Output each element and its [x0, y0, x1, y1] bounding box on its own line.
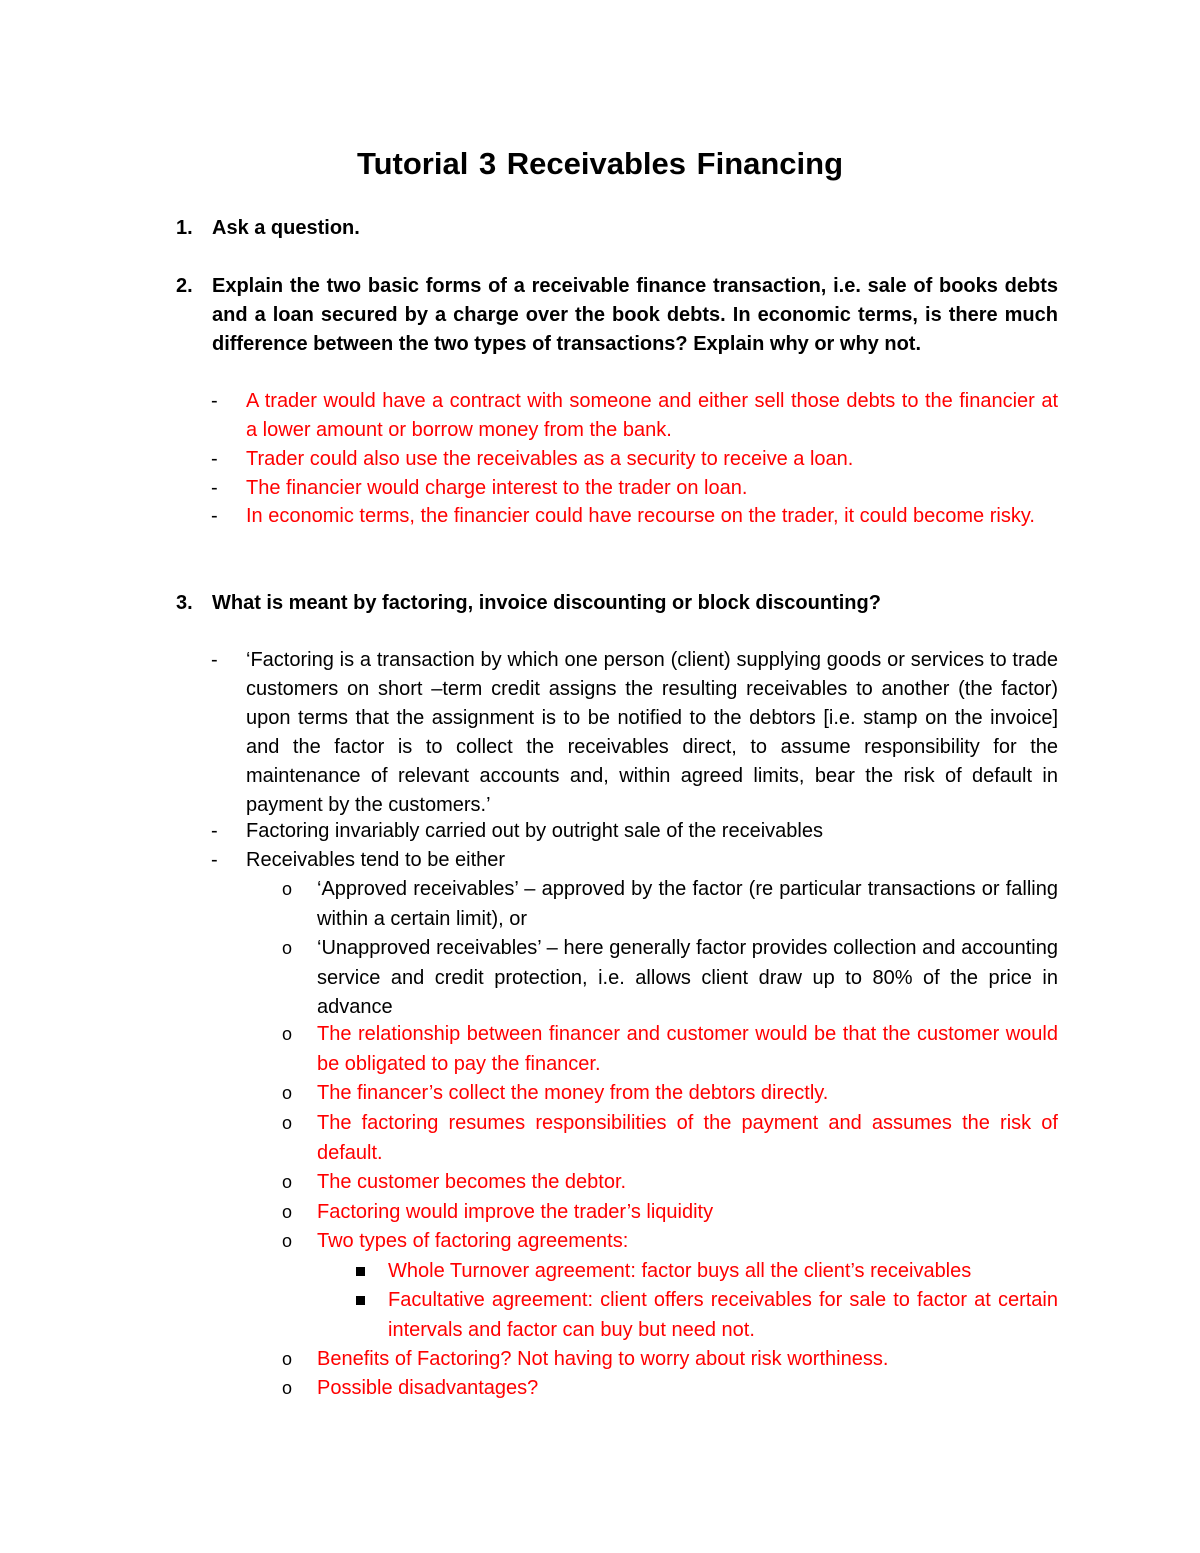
- page-title: Tutorial 3 Receivables Financing: [356, 146, 844, 181]
- dash-bullet-icon: -: [211, 505, 218, 527]
- question-text: Ask a question.: [212, 217, 360, 239]
- question-number: 2.: [176, 275, 193, 297]
- sub-bullet: [282, 875, 1058, 934]
- dash-bullet-icon: -: [211, 477, 218, 499]
- dash-bullet-icon: -: [211, 448, 218, 470]
- answer-bullet: [211, 817, 1058, 846]
- agreement-text: Whole Turnover agreement: factor buys all the client’s receivables: [388, 1260, 972, 1282]
- square-bullet-icon: [356, 1296, 365, 1305]
- sub-bullet-text: Factoring would improve the trader’s liquidity: [317, 1201, 714, 1223]
- circle-bullet-icon: o: [282, 1083, 293, 1103]
- sub-bullet-text: Benefits of Factoring? Not having to worry about risk worthiness.: [317, 1348, 889, 1370]
- sub-bullet-text: Two types of factoring agreements:: [317, 1230, 629, 1252]
- question-2: [178, 272, 1058, 359]
- dash-bullet-icon: -: [211, 649, 218, 671]
- sub-bullet-text: The relationship between financer and customer would be that the customer would be obligated to pay the financer.: [317, 1023, 1058, 1075]
- agreement-bullet: [352, 1257, 1058, 1287]
- sub-bullet-text: ‘Approved receivables’ – approved by the factor (re particular transactions or falling within a certain limit), or: [317, 878, 1058, 930]
- sub-bullet-text: The factoring resumes responsibilities of the payment and assumes the risk of default.: [317, 1112, 1058, 1164]
- dash-bullet-icon: -: [211, 820, 218, 842]
- answer-text: In economic terms, the financier could have recourse on the trader, it could become risky.: [246, 505, 1035, 527]
- sub-bullet: [282, 1345, 1058, 1375]
- answer-bullet: [211, 646, 1058, 820]
- sub-bullet: [282, 1168, 1058, 1198]
- circle-bullet-icon: o: [282, 1202, 293, 1222]
- question-3: [178, 589, 1058, 618]
- circle-bullet-icon: o: [282, 1172, 293, 1192]
- answer-text: Receivables tend to be either: [246, 849, 506, 871]
- sub-bullet-text: ‘Unapproved receivables’ – here generally factor provides collection and accounting service and credit protection, i.e. allows client draw up to 80% of the price in advance: [317, 937, 1058, 1018]
- answer-bullet: [211, 445, 1058, 474]
- question-number: 1.: [176, 217, 193, 239]
- circle-bullet-icon: o: [282, 1024, 293, 1044]
- sub-bullet: [282, 1079, 1058, 1109]
- answer-text: ‘Factoring is a transaction by which one person (client) supplying goods or services to trade customers on short –term credit assigns the resulting receivables to another (the factor) upon terms that the assignment is to be notified to the debtors [i.e. stamp on the invoice] and the factor is to collect the receivables direct, to assume responsibility for the maintenance of relevant accounts and, within agreed limits, bear the risk of default in payment by the customers.’: [246, 649, 1058, 816]
- circle-bullet-icon: o: [282, 1349, 293, 1369]
- answer-text: Trader could also use the receivables as a security to receive a loan.: [246, 448, 854, 470]
- circle-bullet-icon: o: [282, 879, 293, 899]
- question-number: 3.: [176, 592, 193, 614]
- sub-bullet: [282, 1227, 1058, 1257]
- sub-bullet: [282, 1109, 1058, 1168]
- sub-bullet: [282, 934, 1058, 1023]
- question-text: What is meant by factoring, invoice discounting or block discounting?: [212, 592, 881, 614]
- agreement-bullet: [352, 1286, 1058, 1345]
- sub-bullet-text: Possible disadvantages?: [317, 1377, 539, 1399]
- question-1: [178, 214, 1058, 243]
- answer-bullet: [211, 502, 1058, 531]
- circle-bullet-icon: o: [282, 1113, 293, 1133]
- dash-bullet-icon: -: [211, 849, 218, 871]
- sub-bullet: [282, 1198, 1058, 1228]
- answer-text: A trader would have a contract with someone and either sell those debts to the financier at a lower amount or borrow money from the bank.: [246, 390, 1058, 441]
- sub-bullet: [282, 1020, 1058, 1079]
- answer-bullet: [211, 474, 1058, 503]
- square-bullet-icon: [356, 1267, 365, 1276]
- circle-bullet-icon: o: [282, 1231, 293, 1251]
- circle-bullet-icon: o: [282, 938, 293, 958]
- answer-bullet: [211, 846, 1058, 875]
- sub-bullet: [282, 1374, 1058, 1404]
- answer-text: The financier would charge interest to the trader on loan.: [246, 477, 748, 499]
- sub-bullet-text: The financer’s collect the money from the debtors directly.: [317, 1082, 829, 1104]
- question-text: Explain the two basic forms of a receivable finance transaction, i.e. sale of books debts and a loan secured by a charge over the book debts. In economic terms, is there much difference between the two types of transactions? Explain why or why not.: [212, 275, 1058, 355]
- sub-bullet-text: The customer becomes the debtor.: [317, 1171, 627, 1193]
- circle-bullet-icon: o: [282, 1378, 293, 1398]
- dash-bullet-icon: -: [211, 390, 218, 412]
- answer-text: Factoring invariably carried out by outright sale of the receivables: [246, 820, 823, 842]
- agreement-text: Facultative agreement: client offers receivables for sale to factor at certain intervals and factor can buy but need not.: [388, 1289, 1058, 1341]
- answer-bullet: [211, 387, 1058, 445]
